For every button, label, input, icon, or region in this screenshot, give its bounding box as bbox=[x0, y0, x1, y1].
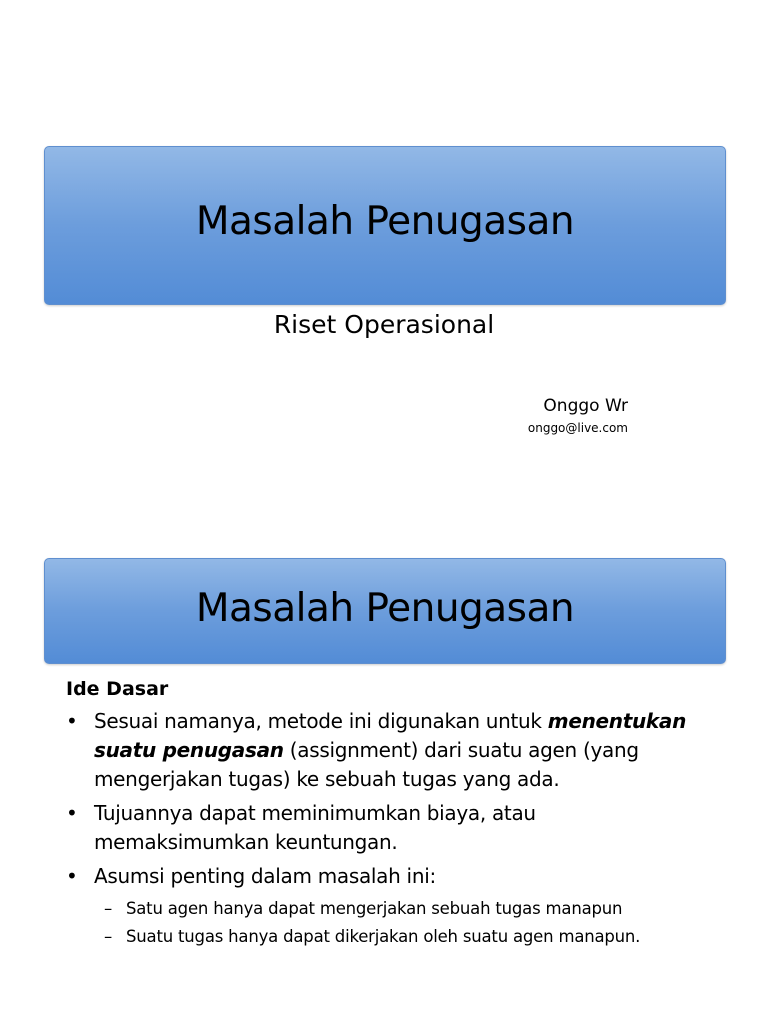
author-email: onggo@live.com bbox=[527, 421, 628, 435]
slide-body bbox=[66, 675, 706, 956]
dash-icon: – bbox=[104, 927, 113, 946]
sub-bullet-text: Suatu tugas hanya dapat dikerjakan oleh suatu agen manapun. bbox=[126, 927, 641, 946]
bullet-icon: • bbox=[66, 864, 78, 888]
bullet-item bbox=[66, 862, 706, 951]
sub-bullet-text: Satu agen hanya dapat mengerjakan sebuah tugas manapun bbox=[126, 899, 623, 918]
bullet-text: Asumsi penting dalam masalah ini: bbox=[94, 864, 436, 888]
title-banner bbox=[44, 146, 726, 305]
slide-title: Masalah Penugasan bbox=[195, 199, 575, 244]
section-heading: Ide Dasar bbox=[66, 678, 169, 700]
sub-bullet-item bbox=[96, 923, 706, 951]
bullet-text: Sesuai namanya, metode ini digunakan untuk bbox=[94, 709, 542, 733]
slide-2 bbox=[0, 512, 768, 1024]
slide-title: Masalah Penugasan bbox=[195, 585, 575, 631]
dash-icon: – bbox=[104, 899, 113, 918]
author-name: Onggo Wr bbox=[543, 396, 628, 416]
bullet-list bbox=[66, 707, 706, 951]
bullet-icon: • bbox=[66, 801, 78, 825]
emphasized-text: menentukan suatu penugasan bbox=[94, 709, 687, 762]
bullet-text: Tujuannya dapat meminimumkan biaya, atau memaksimumkan keuntungan. bbox=[94, 801, 536, 854]
title-banner bbox=[44, 558, 726, 664]
bullet-item bbox=[66, 707, 706, 794]
bullet-icon: • bbox=[66, 709, 78, 733]
bullet-item bbox=[66, 799, 706, 857]
bullet-text: (assignment) dari suatu agen (yang mengerjakan tugas) ke sebuah tugas yang ada. bbox=[94, 738, 639, 791]
slide-subtitle: Riset Operasional bbox=[273, 310, 495, 339]
sub-bullet-item bbox=[96, 895, 706, 923]
sub-bullet-list bbox=[96, 895, 706, 951]
